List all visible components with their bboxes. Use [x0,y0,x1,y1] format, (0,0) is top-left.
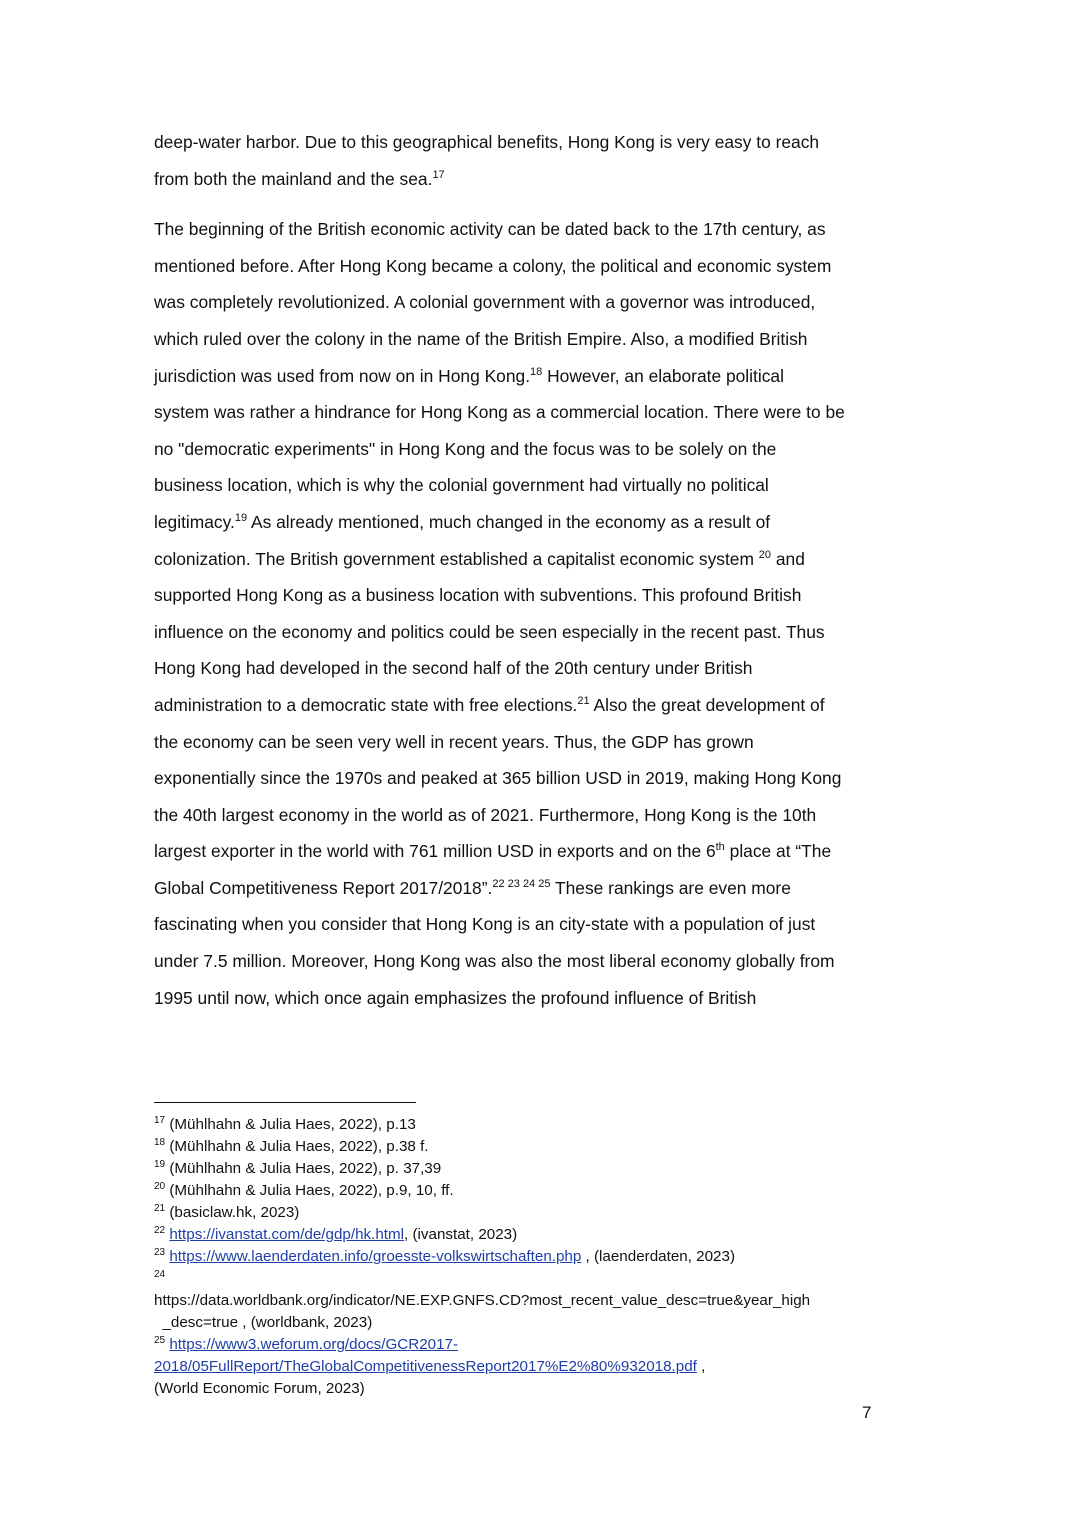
text-line: deep-water harbor. Due to this geographical benefits, Hong Kong is very easy to reach [154,132,820,152]
footnote-link[interactable]: https://ivanstat.com/de/gdp/hk.html [169,1226,405,1243]
footnote-link[interactable]: https://www.laenderdaten.info/groesste-volkswirtschaften.php [169,1248,582,1265]
paragraph-2 [154,211,890,1016]
footnote-24 [154,1268,894,1334]
text-line: was completely revolutionized. A colonial government with a governor was introduced, [154,292,816,313]
footnote-18 [154,1136,894,1158]
text-line: business location, which is why the colonial government had virtually no political [154,475,769,496]
footnote-number: 21 [154,1202,166,1214]
text-line: system was rather a hindrance for Hong Kong as a commercial location. There were to be [154,402,845,423]
footnote-text: , (ivanstat, 2023) [404,1226,518,1243]
text-line: Also the great development of [589,694,825,715]
footnote-link-continued[interactable]: _desc=true [162,1314,239,1331]
footnote-ref-19[interactable]: 19 [234,512,248,525]
text-line: Global Competitiveness Report 2017/2018”. [154,877,493,898]
text-line: from both the mainland and the sea. [154,168,433,189]
footnote-text: (World Economic Forum, 2023) [154,1380,365,1397]
text-line: exponentially since the 1970s and peaked at 365 billion USD in 2019, making Hong Kong [154,768,842,789]
footnote-text: (Mühlhahn & Julia Haes, 2022), p.38 f. [165,1138,429,1155]
footnote-link[interactable]: https://data.worldbank.org/indicator/NE.EXP.GNFS.CD?most_recent_value_desc=true&year_high [154,1292,811,1309]
footnote-23 [154,1246,894,1268]
footnote-ref-17[interactable]: 17 [432,168,445,181]
text-line: place at “The [724,841,832,862]
footnote-link-continued[interactable]: 2018/05FullReport/TheGlobalCompetitivenessReport2017%E2%80%932018.pdf [154,1358,697,1375]
text-line: the 40th largest economy in the world as of 2021. Furthermore, Hong Kong is the 10th [154,804,817,825]
body-text [154,124,890,1016]
paragraph-1 [154,124,890,197]
footnote-ref-18[interactable]: 18 [530,365,543,378]
text-line: These rankings are even more [550,877,791,898]
text-line: As already mentioned, much changed in the economy as a result of [247,511,771,532]
text-line: mentioned before. After Hong Kong became a colony, the political and economic system [154,255,832,276]
text-line: However, an elaborate political [542,365,784,386]
footnote-20 [154,1180,894,1202]
text-line: the economy can be seen very well in recent years. Thus, the GDP has grown [154,731,754,752]
footnote-number: 25 [154,1334,166,1346]
footnote-25 [154,1334,894,1400]
footnote-ref-21[interactable]: 21 [577,695,590,708]
footnote-text: (basiclaw.hk, 2023) [165,1204,300,1221]
text-line: supported Hong Kong as a business location with subventions. This profound British [154,585,802,606]
footnote-number: 18 [154,1136,166,1148]
text-line: influence on the economy and politics could be seen especially in the recent past. Thus [154,621,825,642]
footnote-text: , [696,1358,706,1375]
footnote-22 [154,1224,894,1246]
footnote-number: 24 [154,1269,166,1280]
footnote-number: 17 [154,1114,166,1126]
footnote-number: 23 [154,1246,166,1258]
text-line: jurisdiction was used from now on in Hong Kong. [154,365,531,386]
text-line: under 7.5 million. Moreover, Hong Kong was also the most liberal economy globally from [154,951,835,972]
text-line: no "democratic experiments" in Hong Kong and the focus was to be solely on the [154,438,777,459]
text-line: The beginning of the British economic activity can be dated back to the 17th century, as [154,219,826,240]
text-line: which ruled over the colony in the name of the British Empire. Also, a modified British [154,328,808,349]
footnote-separator [154,1102,416,1103]
footnote-21 [154,1202,894,1224]
ordinal-suffix: th [715,841,725,854]
footnote-17 [154,1114,894,1136]
footnote-ref-20[interactable]: 20 [758,548,772,561]
footnote-link[interactable]: https://www3.weforum.org/docs/GCR2017- [169,1336,459,1353]
text-line: Hong Kong had developed in the second half of the 20th century under British [154,658,753,679]
footnote-text: , (worldbank, 2023) [238,1314,373,1331]
footnotes [154,1114,894,1400]
text-line: 1995 until now, which once again emphasizes the profound influence of British [154,987,757,1008]
text-line: largest exporter in the world with 761 million USD in exports and on the 6 [154,841,716,862]
footnote-number: 19 [154,1158,166,1170]
text-line: fascinating when you consider that Hong Kong is an city-state with a population of just [154,914,816,935]
footnote-text: (Mühlhahn & Julia Haes, 2022), p.13 [165,1116,416,1133]
footnote-text: (Mühlhahn & Julia Haes, 2022), p. 37,39 [165,1160,442,1177]
footnote-number: 22 [154,1224,166,1236]
footnote-text: (Mühlhahn & Julia Haes, 2022), p.9, 10, ff. [165,1182,454,1199]
text-line: colonization. The British government established a capitalist economic system [154,548,759,569]
text-line: legitimacy. [154,511,235,532]
text-line: and [771,548,805,569]
footnote-19 [154,1158,894,1180]
text-line: administration to a democratic state with free elections. [154,694,578,715]
footnote-number: 20 [154,1180,166,1192]
page-number: 7 [862,1403,872,1422]
footnote-refs-22-25[interactable]: 22 23 24 25 [492,878,551,891]
footnote-text: , (laenderdaten, 2023) [581,1248,735,1265]
